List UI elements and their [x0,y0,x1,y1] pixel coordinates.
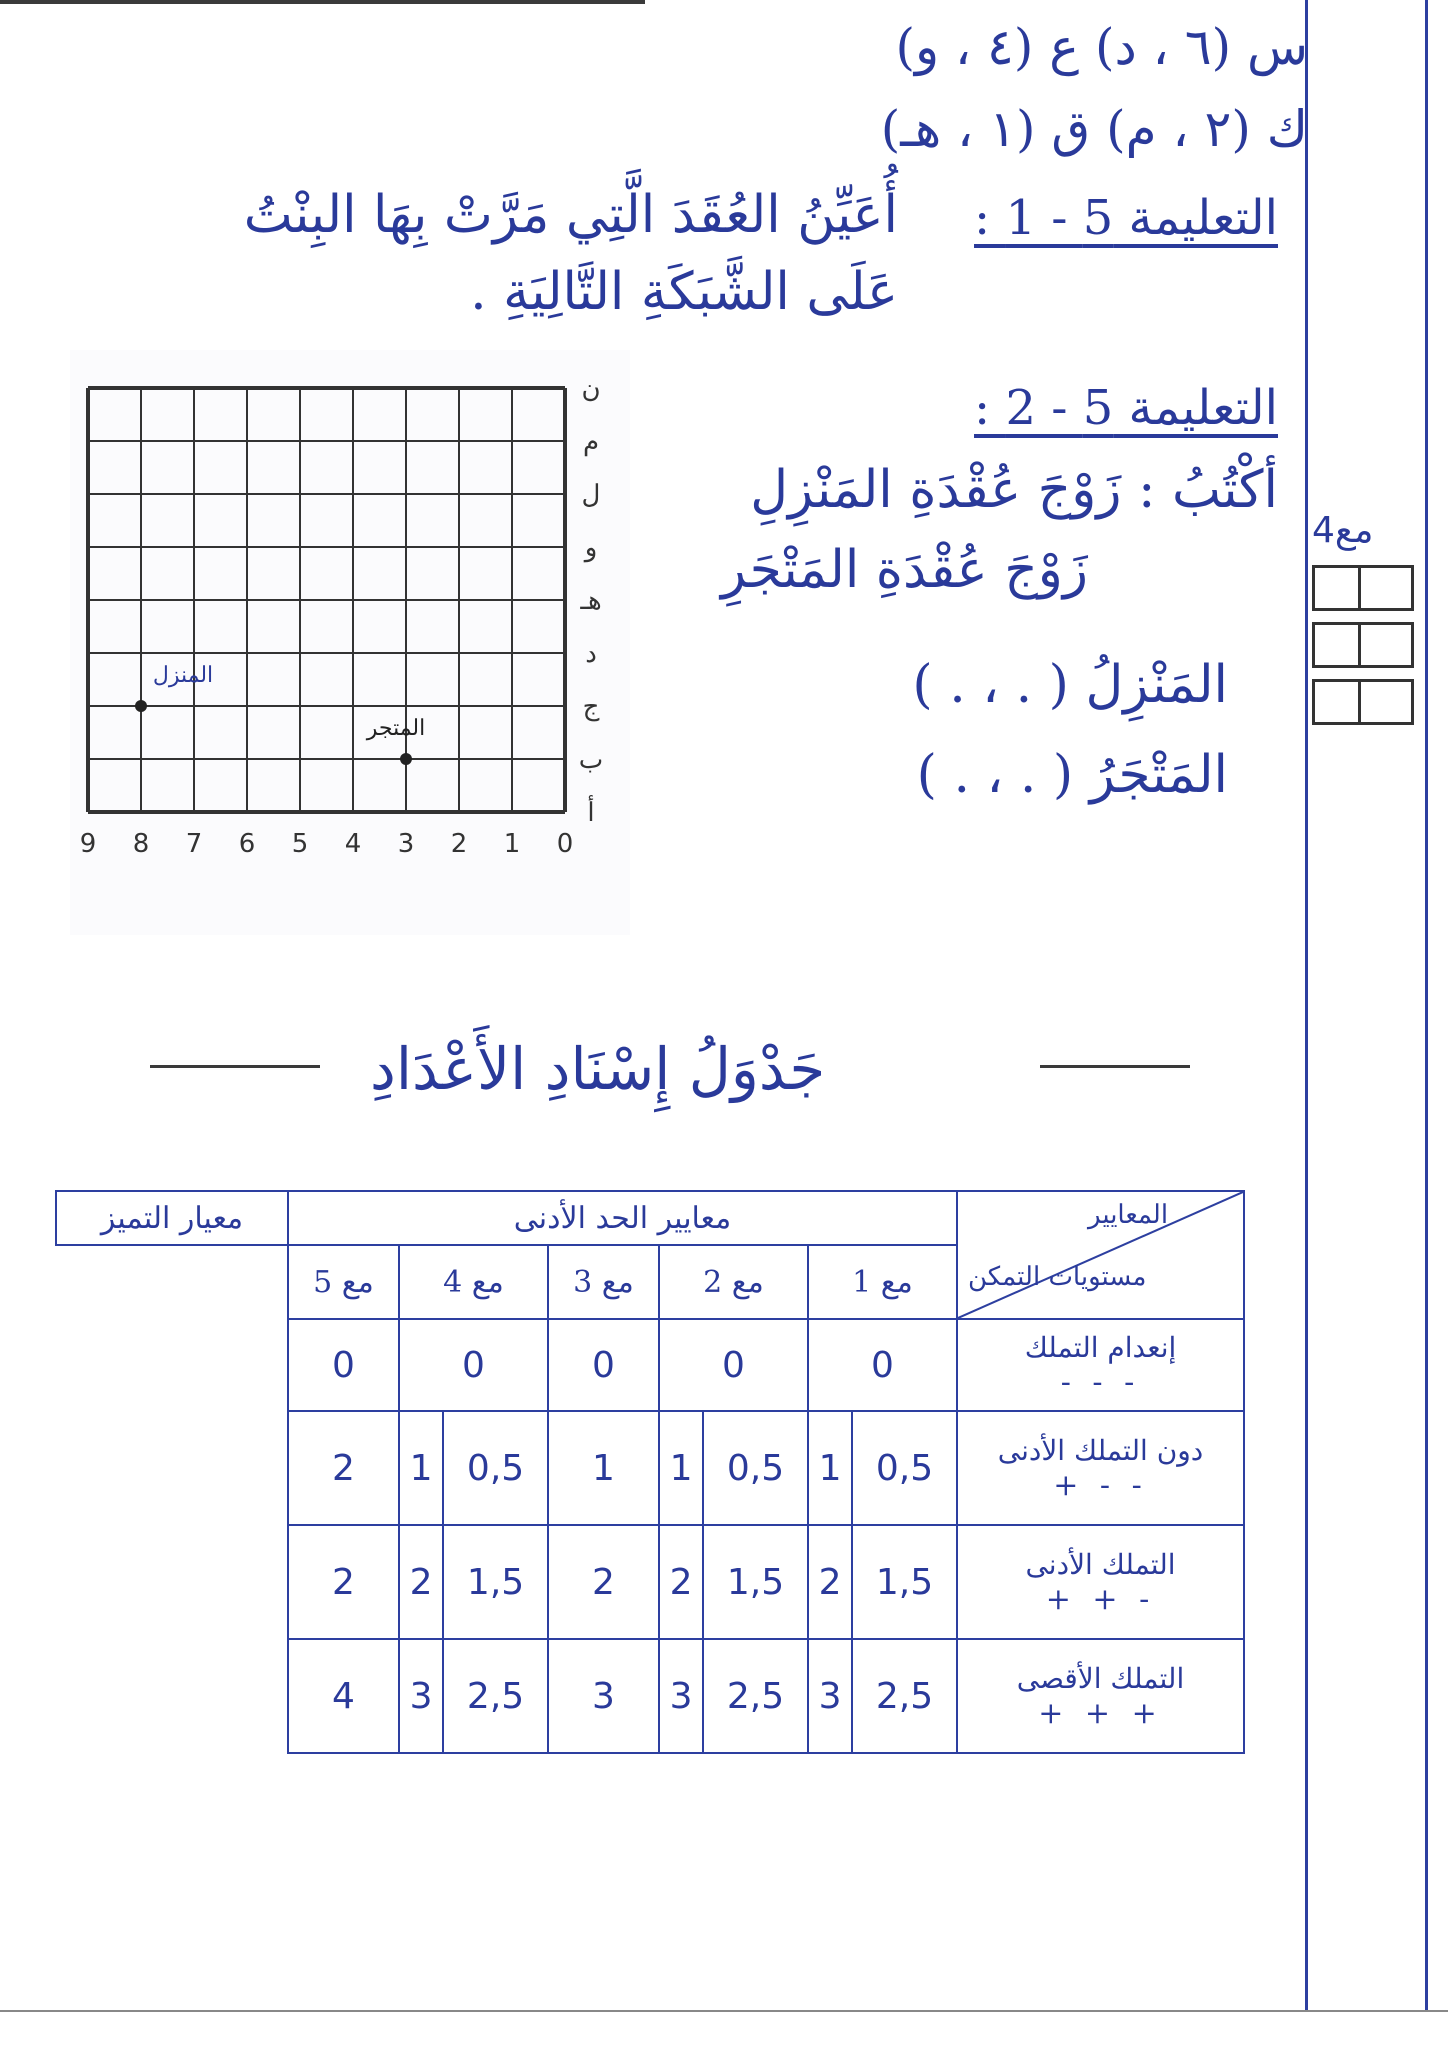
y-tick-label: أ [587,798,595,828]
level-below-min-symbols: + - - [1053,1467,1148,1503]
x-tick-label: 3 [397,829,415,859]
grid-point [400,753,412,765]
cell-max-c4b: 3 [399,1639,443,1753]
y-tick-label: م [582,427,600,457]
y-tick-label: د [585,639,597,669]
x-tick-label: 5 [291,829,309,859]
x-tick-label: 9 [79,829,97,859]
level-none [957,1319,1244,1411]
x-tick-label: 1 [503,829,521,859]
cell-max-c5: 4 [288,1639,399,1753]
grading-table [55,1190,1245,1754]
level-min [957,1525,1244,1639]
x-tick-label: 2 [450,829,468,859]
corner-top-label: المعايير [1088,1200,1169,1230]
instruction-2-text-line1: أكْتُبُ : زَوْجَ عُقْدَةِ المَنْزِلِ [750,460,1278,520]
corner-header-cell [957,1191,1244,1319]
y-tick-label: هـ [580,586,602,616]
criterion-3: مع 3 [548,1245,659,1319]
cell-min-c5: 2 [288,1525,399,1639]
criterion-2: مع 2 [659,1245,808,1319]
level-none-symbols: - - - [1060,1364,1141,1400]
cell-max-c4a: 2,5 [443,1639,548,1753]
cell-max-c1b: 3 [808,1639,852,1753]
y-tick-label: و [584,533,598,563]
cell-max-c1a: 2,5 [852,1639,957,1753]
level-max [957,1639,1244,1753]
instruction-2-text-line2: زَوْجَ عُقْدَةِ المَتْجَرِ [720,540,1088,600]
cell-below-c1b: 1 [808,1411,852,1525]
mark-box-2 [1312,622,1414,668]
x-tick-label: 4 [344,829,362,859]
x-tick-label: 8 [132,829,150,859]
mark-label: مع4 [1312,510,1374,551]
title-dash-left [150,1065,320,1068]
mark-box-1-divider [1358,565,1361,608]
y-tick-label: ل [581,480,601,510]
cell-below-c2b: 1 [659,1411,703,1525]
mark-box-3 [1312,679,1414,725]
cell-below-c5: 2 [288,1411,399,1525]
x-tick-label: 6 [238,829,256,859]
cell-none-c2: 0 [659,1319,808,1411]
cell-max-c2b: 3 [659,1639,703,1753]
criterion-4: مع 4 [399,1245,548,1319]
cell-below-c4b: 1 [399,1411,443,1525]
excellence-header: معيار التميز [56,1191,288,1245]
y-tick-label: ن [581,374,601,404]
mark-box-2-divider [1358,622,1361,665]
cell-below-c4a: 0,5 [443,1411,548,1525]
cell-min-c2a: 1,5 [703,1525,808,1639]
coords-line-2: ك (٢ ، م) ق (١ ، هـ) [880,100,1308,158]
title-dash-right [1040,1065,1190,1068]
cell-none-c1: 0 [808,1319,957,1411]
cell-below-c1a: 0,5 [852,1411,957,1525]
far-right-margin-line [1425,0,1428,2010]
level-none-label: إنعدام التملك [1024,1330,1177,1364]
answer-home: المَنْزِلُ ( . ، . ) [912,655,1228,715]
coordinate-grid-svg [70,350,630,935]
cell-none-c4: 0 [399,1319,548,1411]
coords-line-1: س (٦ ، د) ع (٤ ، و) [895,18,1308,76]
coordinate-grid [70,350,630,935]
cell-none-c3: 0 [548,1319,659,1411]
level-max-label: التملك الأقصى [1016,1661,1185,1695]
grid-point [135,700,147,712]
min-criteria-header: معايير الحد الأدنى [288,1191,957,1245]
answer-store: المَتْجَرُ ( . ، . ) [916,745,1228,805]
criterion-5: مع 5 [288,1245,399,1319]
level-max-symbols: + + + [1038,1695,1163,1731]
cell-min-c4b: 2 [399,1525,443,1639]
mark-box-3-divider [1358,679,1361,722]
cell-min-c1a: 1,5 [852,1525,957,1639]
instruction-2-label: التعليمة 5 - 2 : [974,380,1278,436]
right-margin-line [1305,0,1308,2010]
bottom-margin-line [0,2010,1448,2012]
cell-max-c3: 3 [548,1639,659,1753]
corner-bottom-label: مستويات التمكن [968,1262,1147,1292]
grid-point-label: المنزل [152,663,214,688]
level-min-label: التملك الأدنى [1025,1547,1176,1581]
level-min-symbols: + + - [1045,1581,1156,1617]
cell-min-c4a: 1,5 [443,1525,548,1639]
instruction-1-text-line1: أُعَيِّنُ العُقَدَ الَّتِي مَرَّتْ بِهَا البِنْتُ [243,185,898,245]
cell-min-c3: 2 [548,1525,659,1639]
cell-max-c2a: 2,5 [703,1639,808,1753]
instruction-1-text-line2: عَلَى الشَّبَكَةِ التَّالِيَةِ . [470,262,898,322]
criterion-1: مع 1 [808,1245,957,1319]
instruction-1-label: التعليمة 5 - 1 : [974,190,1278,246]
x-tick-label: 7 [185,829,203,859]
y-tick-label: ب [578,745,604,775]
grid-point-label: المتجر [366,716,426,741]
level-below-min [957,1411,1244,1525]
table-title: جَدْوَلُ إِسْنَادِ الأَعْدَادِ [370,1035,826,1103]
cell-min-c1b: 2 [808,1525,852,1639]
level-below-min-label: دون التملك الأدنى [997,1433,1204,1467]
mark-box-1 [1312,565,1414,611]
title-underline-2 [0,2,645,4]
y-tick-label: ج [582,692,600,722]
cell-below-c3: 1 [548,1411,659,1525]
x-tick-label: 0 [556,829,574,859]
cell-min-c2b: 2 [659,1525,703,1639]
cell-none-c5: 0 [288,1319,399,1411]
cell-below-c2a: 0,5 [703,1411,808,1525]
